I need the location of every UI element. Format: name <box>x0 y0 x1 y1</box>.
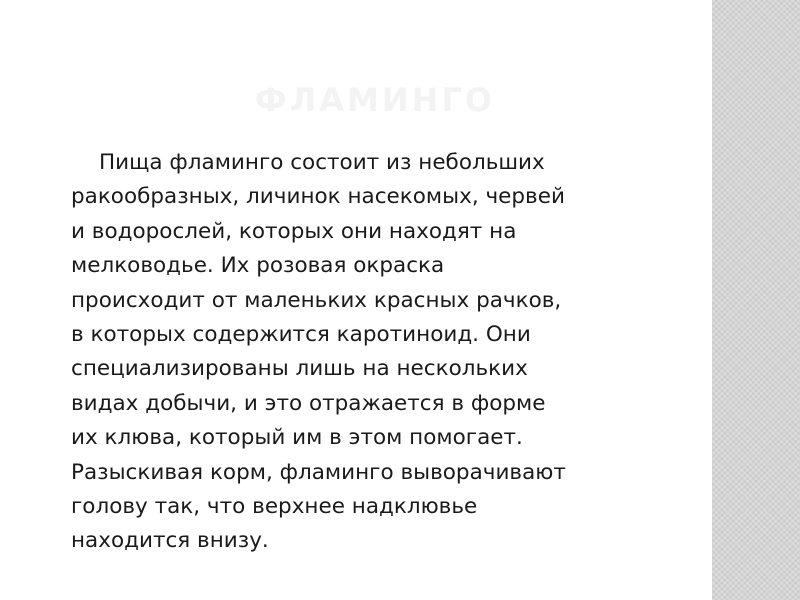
body-line: и водорослей, которых они находят на <box>71 218 517 244</box>
body-line: в которых содержится каротиноид. Они <box>71 322 531 348</box>
body-line: Пища фламинго состоит из небольших <box>99 150 545 175</box>
decorative-side-band <box>712 0 800 600</box>
body-line: специализированы лишь на нескольких <box>71 356 528 382</box>
slide-body-text <box>71 146 671 559</box>
body-line: их клюва, который им в этом помогает. <box>71 425 523 451</box>
body-line: Разыскивая корм, фламинго выворачивают <box>71 459 566 485</box>
slide-title: ФЛАМИНГО <box>254 81 496 119</box>
body-line: происходит от маленьких красных рачков, <box>71 287 562 313</box>
body-line: видах добычи, и это отражается в форме <box>71 390 546 416</box>
body-line: находится внизу. <box>71 528 269 554</box>
body-line: мелководье. Их розовая окраска <box>71 253 445 279</box>
body-line: голову так, что верхнее надклювье <box>71 494 478 520</box>
body-line: ракообразных, личинок насекомых, червей <box>71 184 565 210</box>
